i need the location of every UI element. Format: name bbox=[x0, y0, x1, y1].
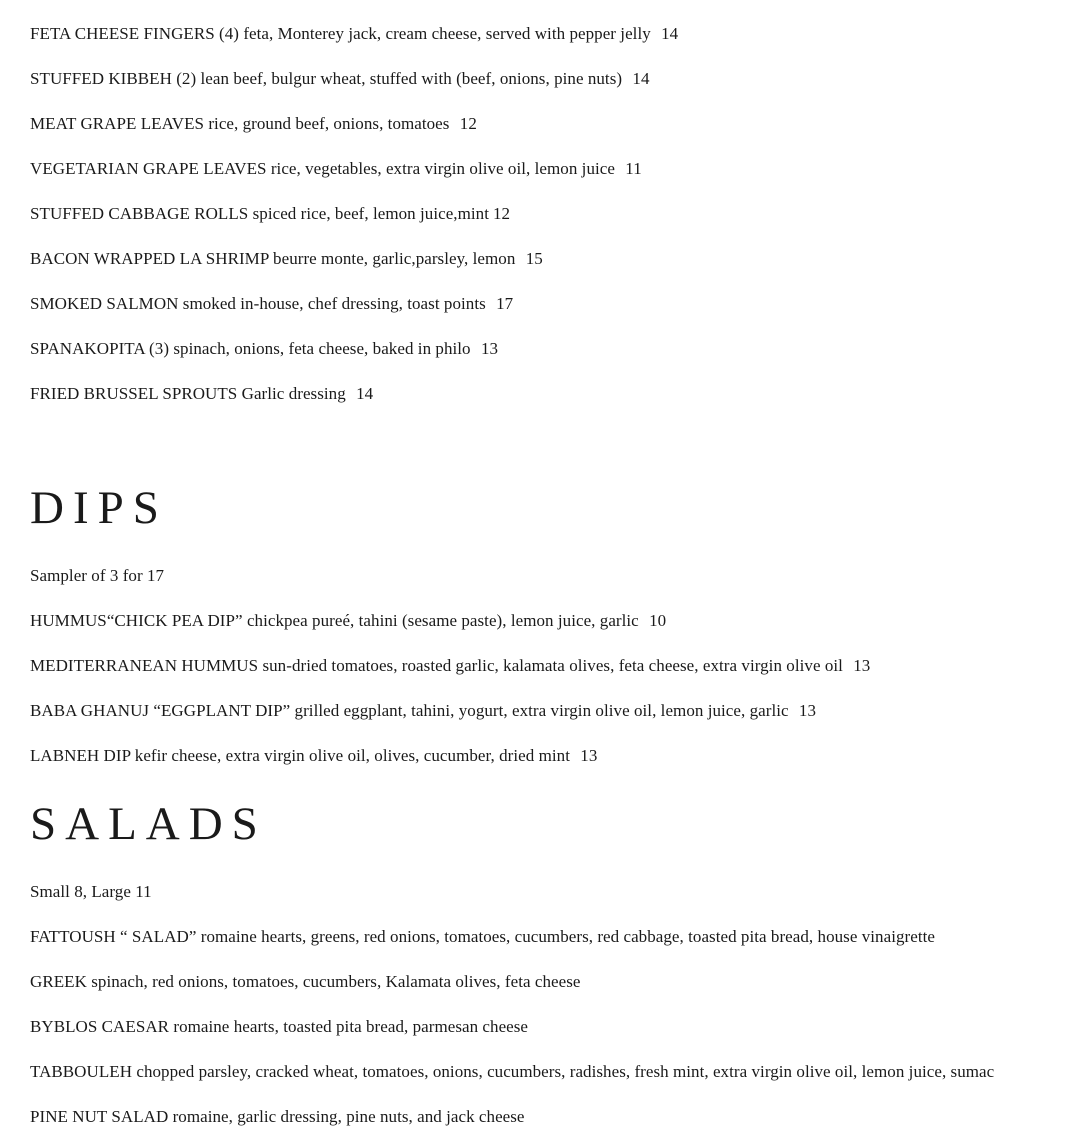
section-note: Small 8, Large 11 bbox=[30, 882, 152, 901]
menu-item bbox=[30, 926, 935, 948]
menu-item bbox=[30, 293, 513, 315]
item-name: TABBOULEH bbox=[30, 1062, 133, 1081]
item-price: 14 bbox=[632, 69, 650, 88]
item-price: 13 bbox=[798, 701, 817, 720]
menu-item bbox=[30, 338, 498, 360]
item-price: 14 bbox=[356, 384, 374, 403]
item-description: chopped parsley, cracked wheat, tomatoes, onions, cucumbers, radishes, fresh mint, extra virgin olive oil, lemon juice, sumac bbox=[136, 1062, 995, 1081]
item-name: BACON WRAPPED LA SHRIMP bbox=[30, 249, 269, 268]
item-description: spinach, red onions, tomatoes, cucumbers, Kalamata olives, feta cheese bbox=[91, 972, 581, 991]
item-name: LABNEH DIP bbox=[30, 746, 131, 765]
item-description: spinach, onions, feta cheese, baked in philo bbox=[173, 339, 471, 358]
section-title-dips: DIPS bbox=[30, 482, 168, 534]
item-name: SMOKED SALMON bbox=[30, 294, 179, 313]
item-description: feta, Monterey jack, cream cheese, served with pepper jelly bbox=[243, 24, 651, 43]
menu-item bbox=[30, 113, 477, 135]
item-description: smoked in-house, chef dressing, toast points bbox=[182, 294, 486, 313]
menu-item bbox=[30, 655, 870, 677]
item-name: STUFFED CABBAGE ROLLS bbox=[30, 204, 249, 223]
item-price: 13 bbox=[480, 339, 499, 358]
item-price: 14 bbox=[661, 24, 679, 43]
item-price: 17 bbox=[496, 294, 514, 313]
item-price: 12 bbox=[459, 114, 477, 133]
menu-item bbox=[30, 248, 543, 270]
menu-item bbox=[30, 158, 642, 180]
item-price: 13 bbox=[580, 746, 598, 765]
item-name: PINE NUT SALAD bbox=[30, 1107, 169, 1126]
item-name: FATTOUSH “ SALAD” bbox=[30, 927, 197, 946]
item-name: HUMMUS“CHICK PEA DIP” bbox=[30, 611, 243, 630]
item-name: FRIED BRUSSEL SPROUTS bbox=[30, 384, 238, 403]
item-description: romaine hearts, toasted pita bread, parmesan cheese bbox=[173, 1017, 529, 1036]
item-description: kefir cheese, extra virgin olive oil, olives, cucumber, dried mint bbox=[134, 746, 570, 765]
item-description: Garlic dressing bbox=[241, 384, 346, 403]
item-description: chickpea pureé, tahini (sesame paste), lemon juice, garlic bbox=[246, 611, 639, 630]
item-price: 15 bbox=[525, 249, 543, 268]
item-price: 10 bbox=[649, 611, 667, 630]
item-price: 12 bbox=[492, 204, 511, 223]
item-name: FETA CHEESE FINGERS (4) bbox=[30, 24, 239, 43]
menu-item bbox=[30, 23, 678, 45]
item-name: MEAT GRAPE LEAVES bbox=[30, 114, 205, 133]
menu-item bbox=[30, 610, 666, 632]
item-name: VEGETARIAN GRAPE LEAVES bbox=[30, 159, 267, 178]
section-title-salads: SALADS bbox=[30, 798, 267, 850]
item-name: BABA GHANUJ “EGGPLANT DIP” bbox=[30, 701, 291, 720]
menu-item bbox=[30, 745, 597, 767]
menu-item bbox=[30, 68, 650, 90]
item-description: lean beef, bulgur wheat, stuffed with (beef, onions, pine nuts) bbox=[200, 69, 623, 88]
item-price: 13 bbox=[853, 656, 871, 675]
section-note: Sampler of 3 for 17 bbox=[30, 566, 165, 585]
item-description: romaine hearts, greens, red onions, tomatoes, cucumbers, red cabbage, toasted pita bread, house vinaigrette bbox=[200, 927, 935, 946]
item-description: grilled eggplant, tahini, yogurt, extra virgin olive oil, lemon juice, garlic bbox=[294, 701, 789, 720]
menu-item bbox=[30, 1061, 994, 1083]
menu-item bbox=[30, 971, 580, 993]
menu-item bbox=[30, 383, 373, 405]
menu-item bbox=[30, 203, 510, 225]
menu-item bbox=[30, 700, 816, 722]
item-name: MEDITERRANEAN HUMMUS bbox=[30, 656, 259, 675]
item-description: romaine, garlic dressing, pine nuts, and jack cheese bbox=[172, 1107, 525, 1126]
item-description: spiced rice, beef, lemon juice,mint bbox=[252, 204, 489, 223]
item-description: rice, vegetables, extra virgin olive oil, lemon juice bbox=[270, 159, 615, 178]
menu-item bbox=[30, 1106, 525, 1128]
item-price: 11 bbox=[625, 159, 642, 178]
item-name: BYBLOS CAESAR bbox=[30, 1017, 170, 1036]
item-description: sun-dried tomatoes, roasted garlic, kalamata olives, feta cheese, extra virgin olive oil bbox=[262, 656, 843, 675]
item-name: STUFFED KIBBEH (2) bbox=[30, 69, 197, 88]
item-description: beurre monte, garlic,parsley, lemon bbox=[273, 249, 516, 268]
item-name: SPANAKOPITA (3) bbox=[30, 339, 170, 358]
item-description: rice, ground beef, onions, tomatoes bbox=[208, 114, 450, 133]
item-name: GREEK bbox=[30, 972, 87, 991]
menu-item bbox=[30, 1016, 528, 1038]
